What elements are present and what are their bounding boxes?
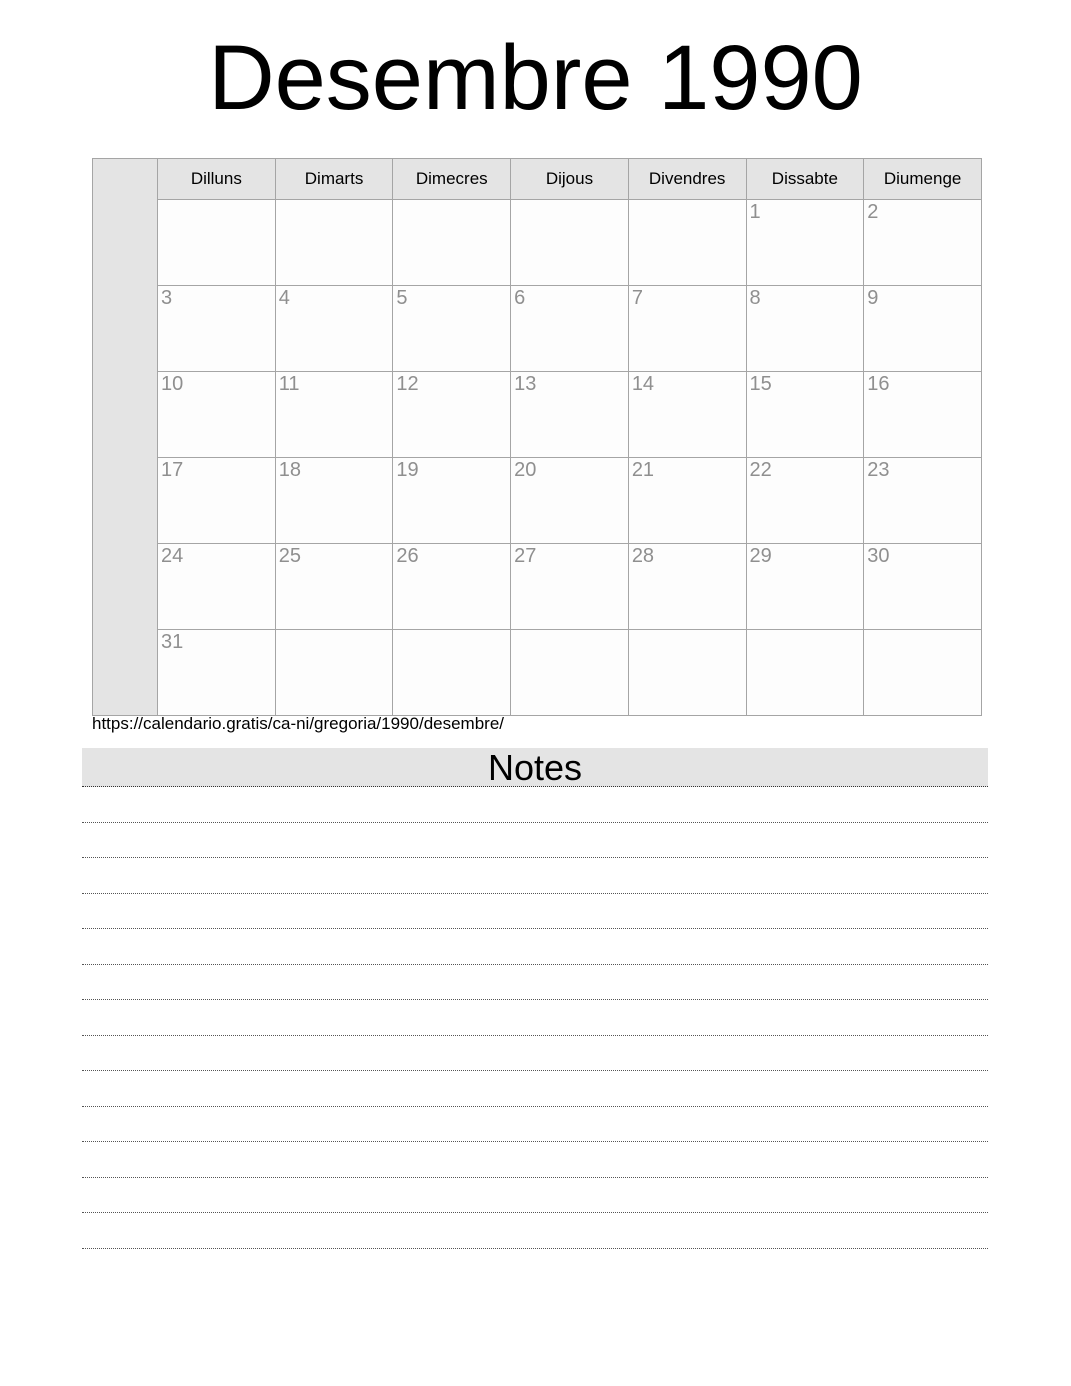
- day-cell: 30: [864, 544, 982, 630]
- note-line: [82, 1178, 988, 1214]
- note-line: [82, 1071, 988, 1107]
- weekday-header: Divendres: [628, 159, 746, 200]
- day-cell: 27: [511, 544, 629, 630]
- week-row: [93, 458, 982, 544]
- day-cell: 2: [864, 200, 982, 286]
- page-title: Desembre 1990: [208, 27, 863, 129]
- day-cell: 12: [393, 372, 511, 458]
- day-cell: 25: [275, 544, 393, 630]
- day-cell: 18: [275, 458, 393, 544]
- week-row: [93, 286, 982, 372]
- empty-day-cell: [746, 630, 864, 716]
- empty-day-cell: [511, 200, 629, 286]
- day-cell: 26: [393, 544, 511, 630]
- day-cell: 29: [746, 544, 864, 630]
- day-cell: 22: [746, 458, 864, 544]
- day-cell: 14: [628, 372, 746, 458]
- day-cell: 6: [511, 286, 629, 372]
- empty-day-cell: [275, 200, 393, 286]
- week-row: [93, 630, 982, 716]
- day-cell: 23: [864, 458, 982, 544]
- empty-day-cell: [511, 630, 629, 716]
- week-row: [93, 200, 982, 286]
- week-row: [93, 544, 982, 630]
- note-line: [82, 1107, 988, 1143]
- day-cell: 17: [158, 458, 276, 544]
- day-cell: 10: [158, 372, 276, 458]
- weekday-header-row: [93, 159, 982, 200]
- week-gutter-column: [93, 159, 158, 716]
- empty-day-cell: [628, 200, 746, 286]
- day-cell: 13: [511, 372, 629, 458]
- empty-day-cell: [393, 630, 511, 716]
- note-line: [82, 894, 988, 930]
- calendar-body: [93, 159, 982, 716]
- day-cell: 28: [628, 544, 746, 630]
- empty-day-cell: [393, 200, 511, 286]
- day-cell: 4: [275, 286, 393, 372]
- day-cell: 31: [158, 630, 276, 716]
- notes-heading: Notes: [82, 748, 988, 787]
- weekday-header: Dissabte: [746, 159, 864, 200]
- note-line: [82, 965, 988, 1001]
- day-cell: 19: [393, 458, 511, 544]
- notes-lines: [82, 787, 988, 1249]
- weekday-header: Dilluns: [158, 159, 276, 200]
- note-line: [82, 823, 988, 859]
- source-url-text: https://calendario.gratis/ca-ni/gregoria/1990/desembre/: [92, 714, 505, 733]
- note-line: [82, 1213, 988, 1249]
- week-row: [93, 372, 982, 458]
- empty-day-cell: [158, 200, 276, 286]
- notes-section: [82, 748, 988, 1249]
- day-cell: 20: [511, 458, 629, 544]
- day-cell: 7: [628, 286, 746, 372]
- weekday-header: Diumenge: [864, 159, 982, 200]
- day-cell: 5: [393, 286, 511, 372]
- day-cell: 24: [158, 544, 276, 630]
- empty-day-cell: [864, 630, 982, 716]
- weekday-header: Dimarts: [275, 159, 393, 200]
- weekday-header: Dimecres: [393, 159, 511, 200]
- day-cell: 21: [628, 458, 746, 544]
- note-line: [82, 1000, 988, 1036]
- note-line: [82, 858, 988, 894]
- day-cell: 15: [746, 372, 864, 458]
- day-cell: 11: [275, 372, 393, 458]
- day-cell: 3: [158, 286, 276, 372]
- day-cell: 1: [746, 200, 864, 286]
- calendar-table: [92, 158, 982, 716]
- day-cell: 9: [864, 286, 982, 372]
- weekday-header: Dijous: [511, 159, 629, 200]
- note-line: [82, 929, 988, 965]
- note-line: [82, 1036, 988, 1072]
- empty-day-cell: [275, 630, 393, 716]
- day-cell: 16: [864, 372, 982, 458]
- note-line: [82, 787, 988, 823]
- day-cell: 8: [746, 286, 864, 372]
- empty-day-cell: [628, 630, 746, 716]
- note-line: [82, 1142, 988, 1178]
